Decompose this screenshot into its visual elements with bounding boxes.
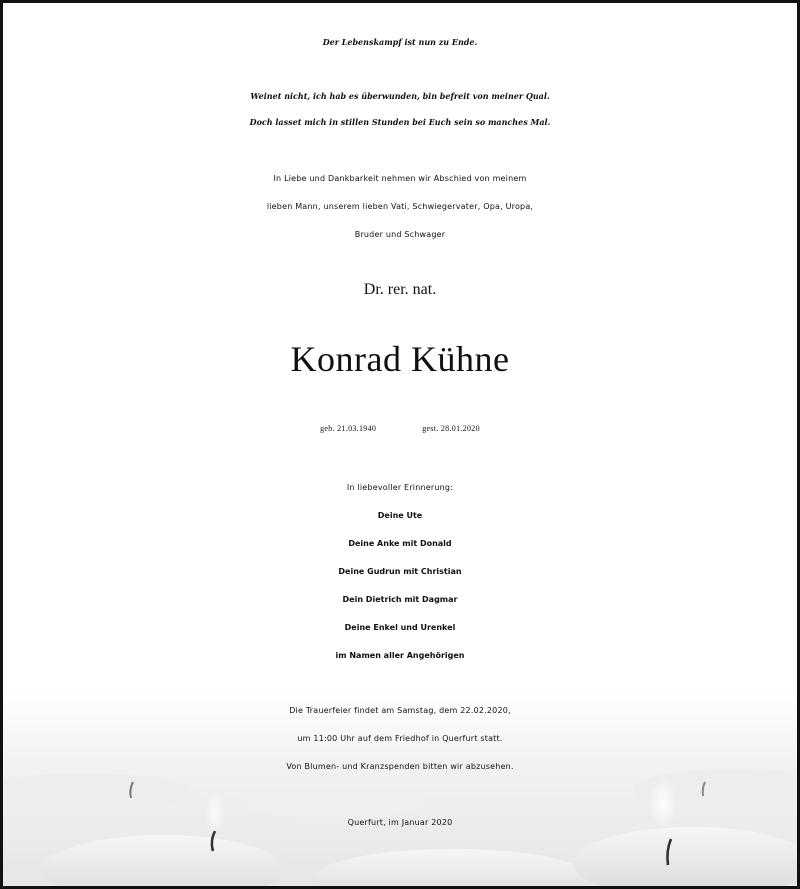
mourner-name: Deine Ute [377, 511, 423, 520]
life-dates [3, 424, 797, 433]
intro-line-2: lieben Mann, unserem lieben Vati, Schwiegervater, Opa, Uropa, [266, 202, 534, 211]
candles-background-image [3, 3, 797, 886]
mourner-name: Deine Anke mit Donald [348, 539, 452, 548]
deceased-name: Konrad Kühne [290, 339, 510, 379]
mourner-name: im Namen aller Angehörigen [335, 651, 465, 660]
intro-line-1: In Liebe und Dankbarkeit nehmen wir Abschied von meinem [273, 174, 527, 183]
place-and-date: Querfurt, im Januar 2020 [347, 818, 453, 827]
death-date: gest. 28.01.2020 [422, 424, 480, 433]
mourner-name: Deine Enkel und Urenkel [344, 623, 456, 632]
intro-line-3: Bruder und Schwager [354, 230, 446, 239]
academic-title: Dr. rer. nat. [363, 281, 437, 298]
ceremony-line-2: um 11:00 Uhr auf dem Friedhof in Querfurt statt. [297, 734, 503, 743]
mourners-intro: In liebevoller Erinnerung: [346, 483, 454, 492]
ceremony-line-1: Die Trauerfeier findet am Samstag, dem 22.02.2020, [289, 706, 511, 715]
birth-date: geb. 21.03.1940 [320, 424, 377, 433]
mourner-name: Deine Gudrun mit Christian [338, 567, 462, 576]
ceremony-line-3: Von Blumen- und Kranzspenden bitten wir abzusehen. [286, 762, 514, 771]
verse-line-2: Doch lasset mich in stillen Stunden bei Euch sein so manches Mal. [249, 117, 551, 127]
mourner-name: Dein Dietrich mit Dagmar [342, 595, 458, 604]
verse-line-1: Weinet nicht, ich hab es überwunden, bin befreit von meiner Qual. [250, 91, 550, 101]
motto-heading: Der Lebenskampf ist nun zu Ende. [322, 37, 478, 47]
